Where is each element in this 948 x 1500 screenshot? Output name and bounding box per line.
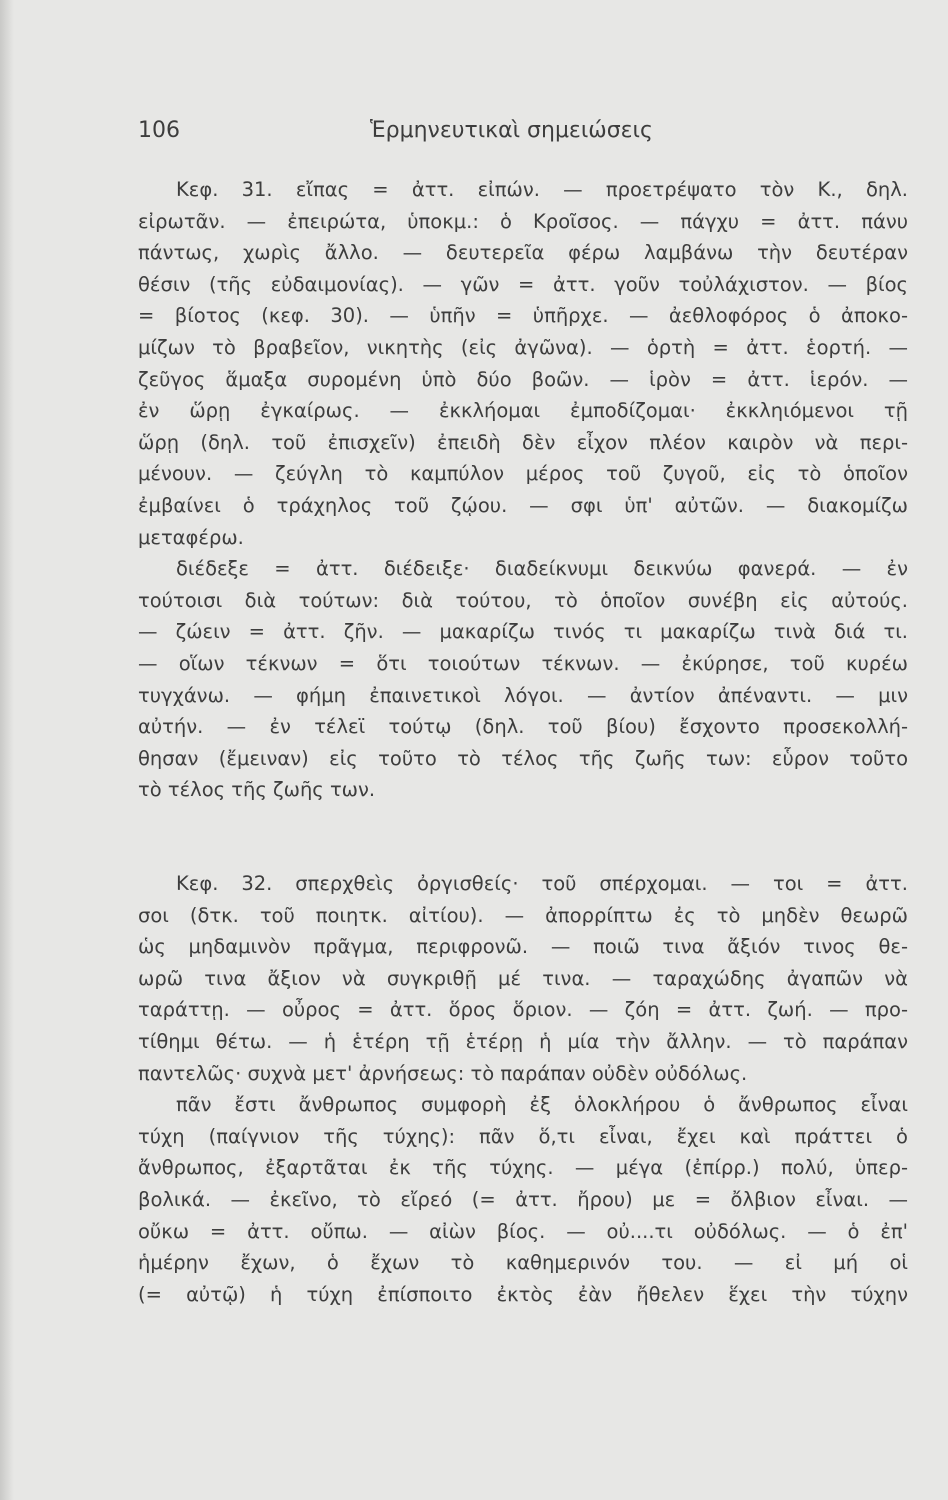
text-line: σοι (δτκ. τοῦ ποιητκ. αἰτίου). — ἀπορρίπτω ἐς τὸ μηδὲν θεωρῶ xyxy=(138,903,908,927)
text-line: πάντως, χωρὶς ἄλλο. — δευτερεῖα φέρω λαμβάνω τὴν δευτέραν xyxy=(138,241,908,265)
text-line: ζεῦγος ἅμαξα συρομένη ὑπὸ δύο βοῶν. — ἱρὸν = ἀττ. ἱερόν. — xyxy=(138,367,908,391)
text-line: ἄνθρωπος, ἐξαρτᾶται ἐκ τῆς τύχης. — μέγα (ἐπίρρ.) πολύ, ὑπερ- xyxy=(138,1156,908,1180)
text-line: = βίοτος (κεφ. 30). — ὑπῆν = ὑπῆρχε. — ἀεθλοφόρος ὁ ἀποκο- xyxy=(138,304,908,328)
text-line: μεταφέρω. xyxy=(138,525,244,549)
text-line: — οἵων τέκνων = ὅτι τοιούτων τέκνων. — ἐκύρησε, τοῦ κυρέω xyxy=(138,651,908,675)
text-line: παντελῶς· συχνὰ μετ' ἀρνήσεως: τὸ παράπαν οὐδὲν οὐδόλως. xyxy=(138,1061,748,1085)
text-line: τὸ τέλος τῆς ζωῆς των. xyxy=(138,778,376,802)
running-title: Ἑρμηνευτικαὶ σημειώσεις xyxy=(370,118,653,143)
chapter-32-notes xyxy=(138,868,908,1310)
text-line: τίθημι θέτω. — ἡ ἑτέρη τῇ ἑτέρῃ ἡ μία τὴν ἄλλην. — τὸ παράπαν xyxy=(138,1029,908,1053)
text-line: (= αὐτῷ) ἡ τύχη ἐπίσποιτο ἐκτὸς ἐὰν ἤθελεν ἕχει τὴν τύχην xyxy=(138,1282,908,1306)
text-line: πᾶν ἔστι ἄνθρωπος συμφορὴ ἐξ ὁλοκλήρου ὁ ἄνθρωπος εἶναι xyxy=(176,1093,908,1117)
chapter-31-notes xyxy=(138,174,908,806)
text-line: αὐτήν. — ἐν τέλεϊ τούτῳ (δηλ. τοῦ βίου) ἔσχοντο προσεκολλή- xyxy=(138,715,908,739)
text-line: ἐν ὥρῃ ἐγκαίρως. — ἐκκλήομαι ἐμποδίζομαι· ἐκκληιόμενοι τῇ xyxy=(138,399,908,423)
text-line: ἐμβαίνει ὁ τράχηλος τοῦ ζῴου. — σφι ὑπ' αὐτῶν. — διακομίζω xyxy=(138,493,908,517)
text-line: ὡς μηδαμινὸν πρᾶγμα, περιφρονῶ. — ποιῶ τινα ἄξιόν τινος θε- xyxy=(138,935,908,959)
page-header xyxy=(138,118,908,154)
page-number: 106 xyxy=(138,118,180,143)
text-line: θέσιν (τῆς εὐδαιμονίας). — γῶν = ἀττ. γοῦν τοὐλάχιστον. — βίος xyxy=(138,272,908,296)
text-line: Κεφ. 32. σπερχθεὶς ὀργισθείς· τοῦ σπέρχομαι. — τοι = ἀττ. xyxy=(176,872,908,895)
text-line: βολικά. — ἐκεῖνο, τὸ εἴρεό (= ἀττ. ἤρου) με = ὄλβιον εἶναι. — xyxy=(138,1187,908,1211)
text-line: ἡμέρην ἔχων, ὁ ἔχων τὸ καθημερινόν του. — εἰ μή οἱ xyxy=(138,1251,908,1275)
text-line: ταράττῃ. — οὖρος = ἀττ. ὅρος ὅριον. — ζόη = ἀττ. ζωή. — προ- xyxy=(138,998,908,1022)
text-line: θησαν (ἔμειναν) εἰς τοῦτο τὸ τέλος τῆς ζωῆς των: εὗρον τοῦτο xyxy=(138,746,908,770)
text-line: τούτοισι διὰ τούτων: διὰ τούτου, τὸ ὁποῖον συνέβη εἰς αὐτούς. xyxy=(138,588,908,612)
text-line: Κεφ. 31. εἴπας = ἀττ. εἰπών. — προετρέψατο τὸν Κ., δηλ. xyxy=(176,178,908,201)
text-line: οὔκω = ἀττ. οὔπω. — αἰὼν βίος. — οὐ....τι οὐδόλως. — ὁ ἐπ' xyxy=(138,1219,908,1243)
page-spine-shadow xyxy=(0,0,14,1500)
text-line: μίζων τὸ βραβεῖον, νικητὴς (εἰς ἀγῶνα). — ὁρτὴ = ἀττ. ἑορτή. — xyxy=(138,335,908,359)
text-line: μένουν. — ζεύγλη τὸ καμπύλον μέρος τοῦ ζυγοῦ, εἰς τὸ ὁποῖον xyxy=(138,462,908,486)
text-line: ωρῶ τινα ἄξιον νὰ συγκριθῇ μέ τινα. — ταραχώδης ἀγαπῶν νὰ xyxy=(138,966,908,990)
text-line: εἰρωτᾶν. — ἐπειρώτα, ὑποκμ.: ὁ Κροῖσος. — πάγχυ = ἀττ. πάνυ xyxy=(138,209,908,233)
text-line: — ζώειν = ἀττ. ζῆν. — μακαρίζω τινός τι μακαρίζω τινὰ διά τι. xyxy=(138,620,908,644)
text-line: διέδεξε = ἀττ. διέδειξε· διαδείκνυμι δεικνύω φανερά. — ἐν xyxy=(176,557,908,581)
text-line: τύχη (παίγνιον τῆς τύχης): πᾶν ὅ,τι εἶναι, ἔχει καὶ πράττει ὁ xyxy=(138,1124,908,1148)
text-line: ὥρῃ (δηλ. τοῦ ἐπισχεῖν) ἐπειδὴ δὲν εἶχον πλέον καιρὸν νὰ περι- xyxy=(138,430,908,454)
text-line: τυγχάνω. — φήμη ἐπαινετικοὶ λόγοι. — ἀντίον ἀπέναντι. — μιν xyxy=(138,683,908,707)
